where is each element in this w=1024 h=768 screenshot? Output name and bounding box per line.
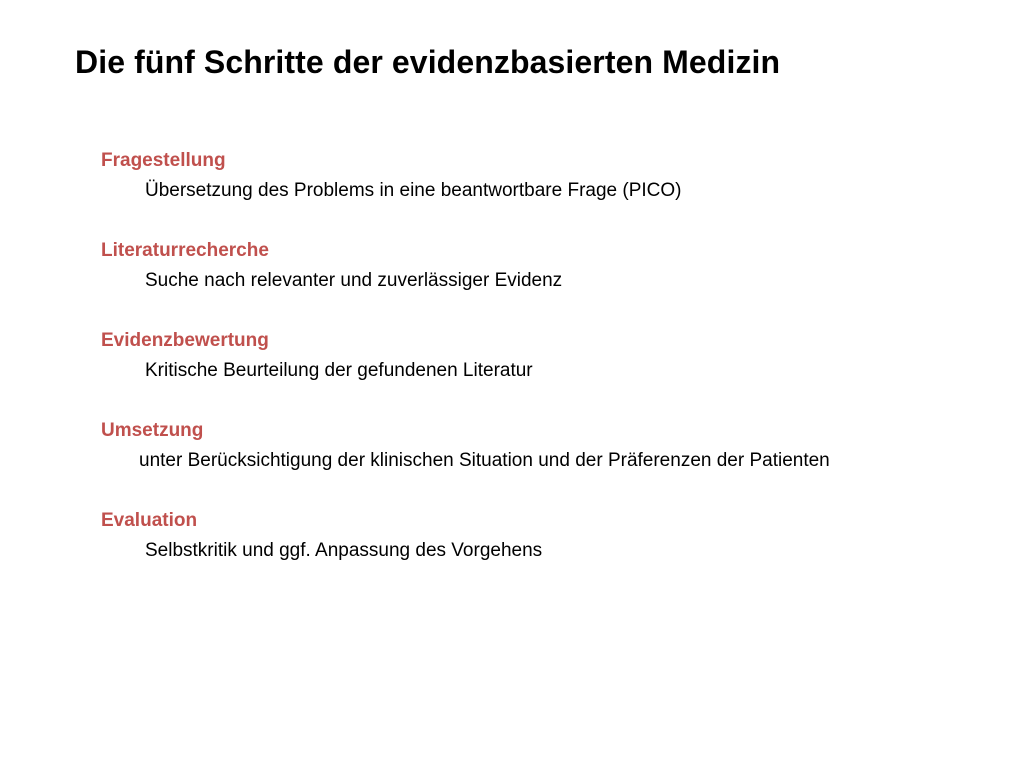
step-evidenzbewertung (101, 326, 921, 386)
step-literaturrecherche (101, 236, 921, 296)
step-description: Selbstkritik und ggf. Anpassung des Vorgehens (145, 540, 543, 561)
step-description: unter Berücksichtigung der klinischen Situation und der Präferenzen der Patienten (139, 450, 830, 471)
step-heading: Fragestellung (101, 150, 226, 171)
step-heading: Evidenzbewertung (101, 330, 269, 351)
step-fragestellung (101, 146, 921, 206)
slide-title: Die fünf Schritte der evidenzbasierten Medizin (75, 44, 781, 80)
steps-list (101, 146, 921, 596)
step-evaluation (101, 506, 921, 566)
step-heading: Umsetzung (101, 420, 204, 441)
step-umsetzung (101, 416, 921, 476)
step-heading: Evaluation (101, 510, 198, 531)
step-description: Kritische Beurteilung der gefundenen Literatur (145, 360, 533, 381)
step-description: Übersetzung des Problems in eine beantwortbare Frage (PICO) (145, 180, 682, 201)
step-description: Suche nach relevanter und zuverlässiger Evidenz (145, 270, 563, 291)
step-heading: Literaturrecherche (101, 240, 269, 261)
